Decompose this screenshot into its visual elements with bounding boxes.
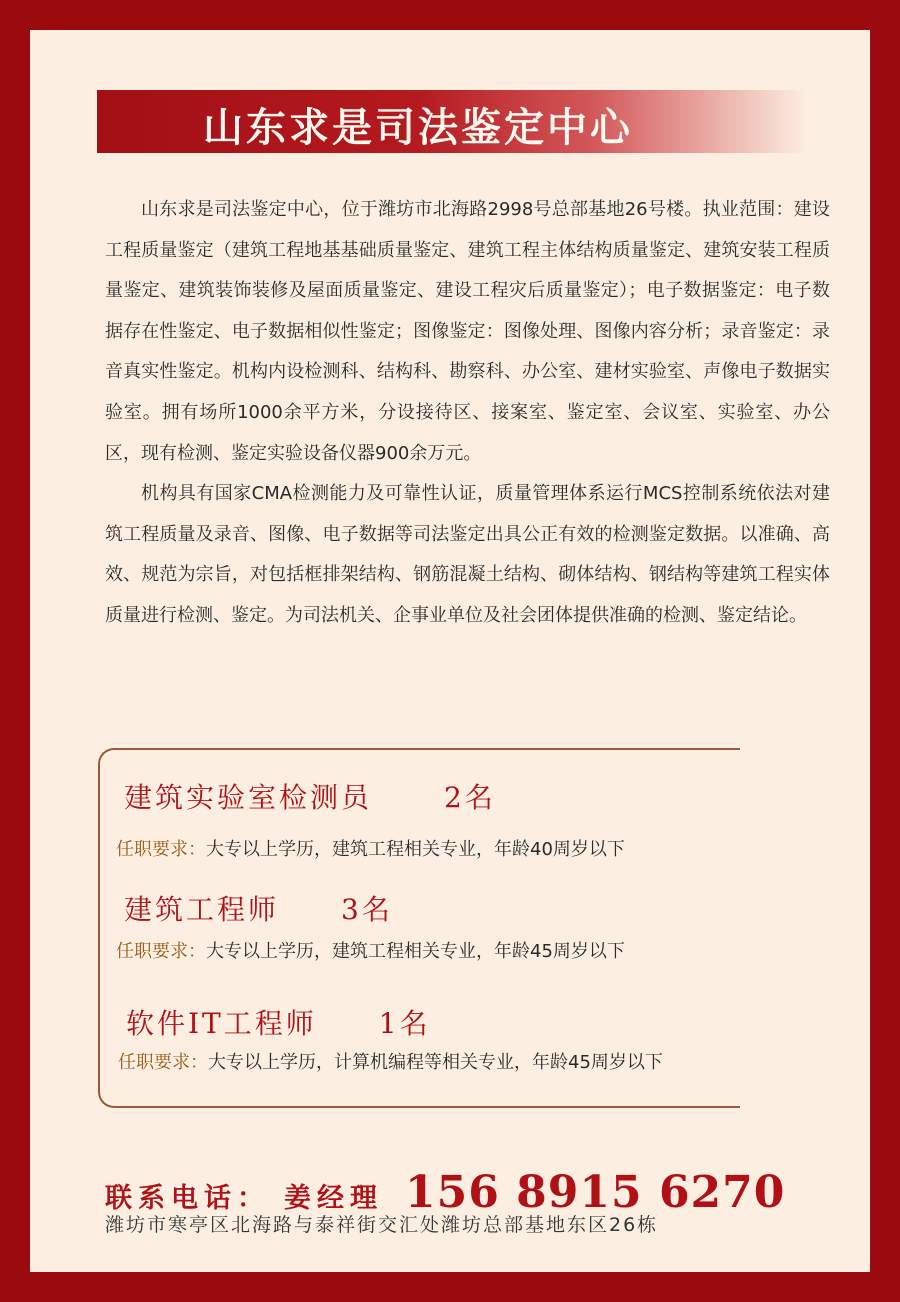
job-title-text: 建筑实验室检测员 (124, 781, 373, 814)
requirement-label: 任职要求： (116, 941, 206, 962)
job-requirement-it-engineer (118, 1048, 663, 1074)
job-requirement-engineer (116, 937, 625, 963)
intro-paragraph-2: 机构具有国家CMA检测能力及可靠性认证，质量管理体系运行MCS控制系统依法对建筑工程质量及录音、图像、电子数据等司法鉴定出具公正有效的检测鉴定数据。以准确、高效、规范为宗旨，对包括框排架结构、钢筋混凝土结构、砌体结构、钢结构等建筑工程实体质量进行检测、鉴定。为司法机关、企事业单位及社会团体提供准确的检测、鉴定结论。 (105, 483, 830, 626)
contact-person: 姜经理 (284, 1183, 383, 1214)
requirement-text: 大专以上学历，建筑工程相关专业，年龄40周岁以下 (206, 839, 625, 860)
job-count: 1名 (378, 1007, 431, 1040)
requirement-label: 任职要求： (118, 1052, 208, 1073)
job-requirement-lab-tester (116, 835, 625, 861)
jobs-box (98, 748, 740, 1108)
job-title-text: 建筑工程师 (124, 893, 280, 926)
address: 潍坊市寒亭区北海路与泰祥街交汇处潍坊总部基地东区26栋 (105, 1214, 659, 1236)
intro-section (105, 190, 830, 637)
job-title-engineer (124, 888, 393, 928)
title-banner (97, 90, 807, 153)
contact-label: 联系电话： (105, 1183, 270, 1214)
requirement-text: 大专以上学历，计算机编程等相关专业，年龄45周岁以下 (208, 1052, 663, 1073)
page-title: 山东求是司法鉴定中心 (203, 104, 633, 151)
requirement-text: 大专以上学历，建筑工程相关专业，年龄45周岁以下 (206, 941, 625, 962)
job-title-it-engineer (126, 1002, 431, 1042)
requirement-label: 任职要求： (116, 839, 206, 860)
intro-paragraph-1: 山东求是司法鉴定中心，位于潍坊市北海路2998号总部基地26号楼。执业范围：建设工程质量鉴定（建筑工程地基基础质量鉴定、建筑工程主体结构质量鉴定、建筑安装工程质量鉴定、建筑装饰装修及屋面质量鉴定、建设工程灾后质量鉴定）；电子数据鉴定：电子数据存在性鉴定、电子数据相似性鉴定；图像鉴定：图像处理、图像内容分析；录音鉴定：录音真实性鉴定。机构内设检测科、结构科、勘察科、办公室、建材实验室、声像电子数据实验室。拥有场所1000余平方米，分设接待区、接案室、鉴定室、会议室、实验室、办公区，现有检测、鉴定实验设备仪器900余万元。 (105, 199, 830, 464)
job-count: 2名 (444, 781, 496, 814)
job-title-text: 软件IT工程师 (126, 1007, 317, 1040)
contact-phone[interactable]: 156 8915 6270 (405, 1167, 786, 1218)
job-title-lab-tester (124, 776, 496, 816)
job-count: 3名 (341, 893, 393, 926)
poster-panel (30, 30, 870, 1272)
